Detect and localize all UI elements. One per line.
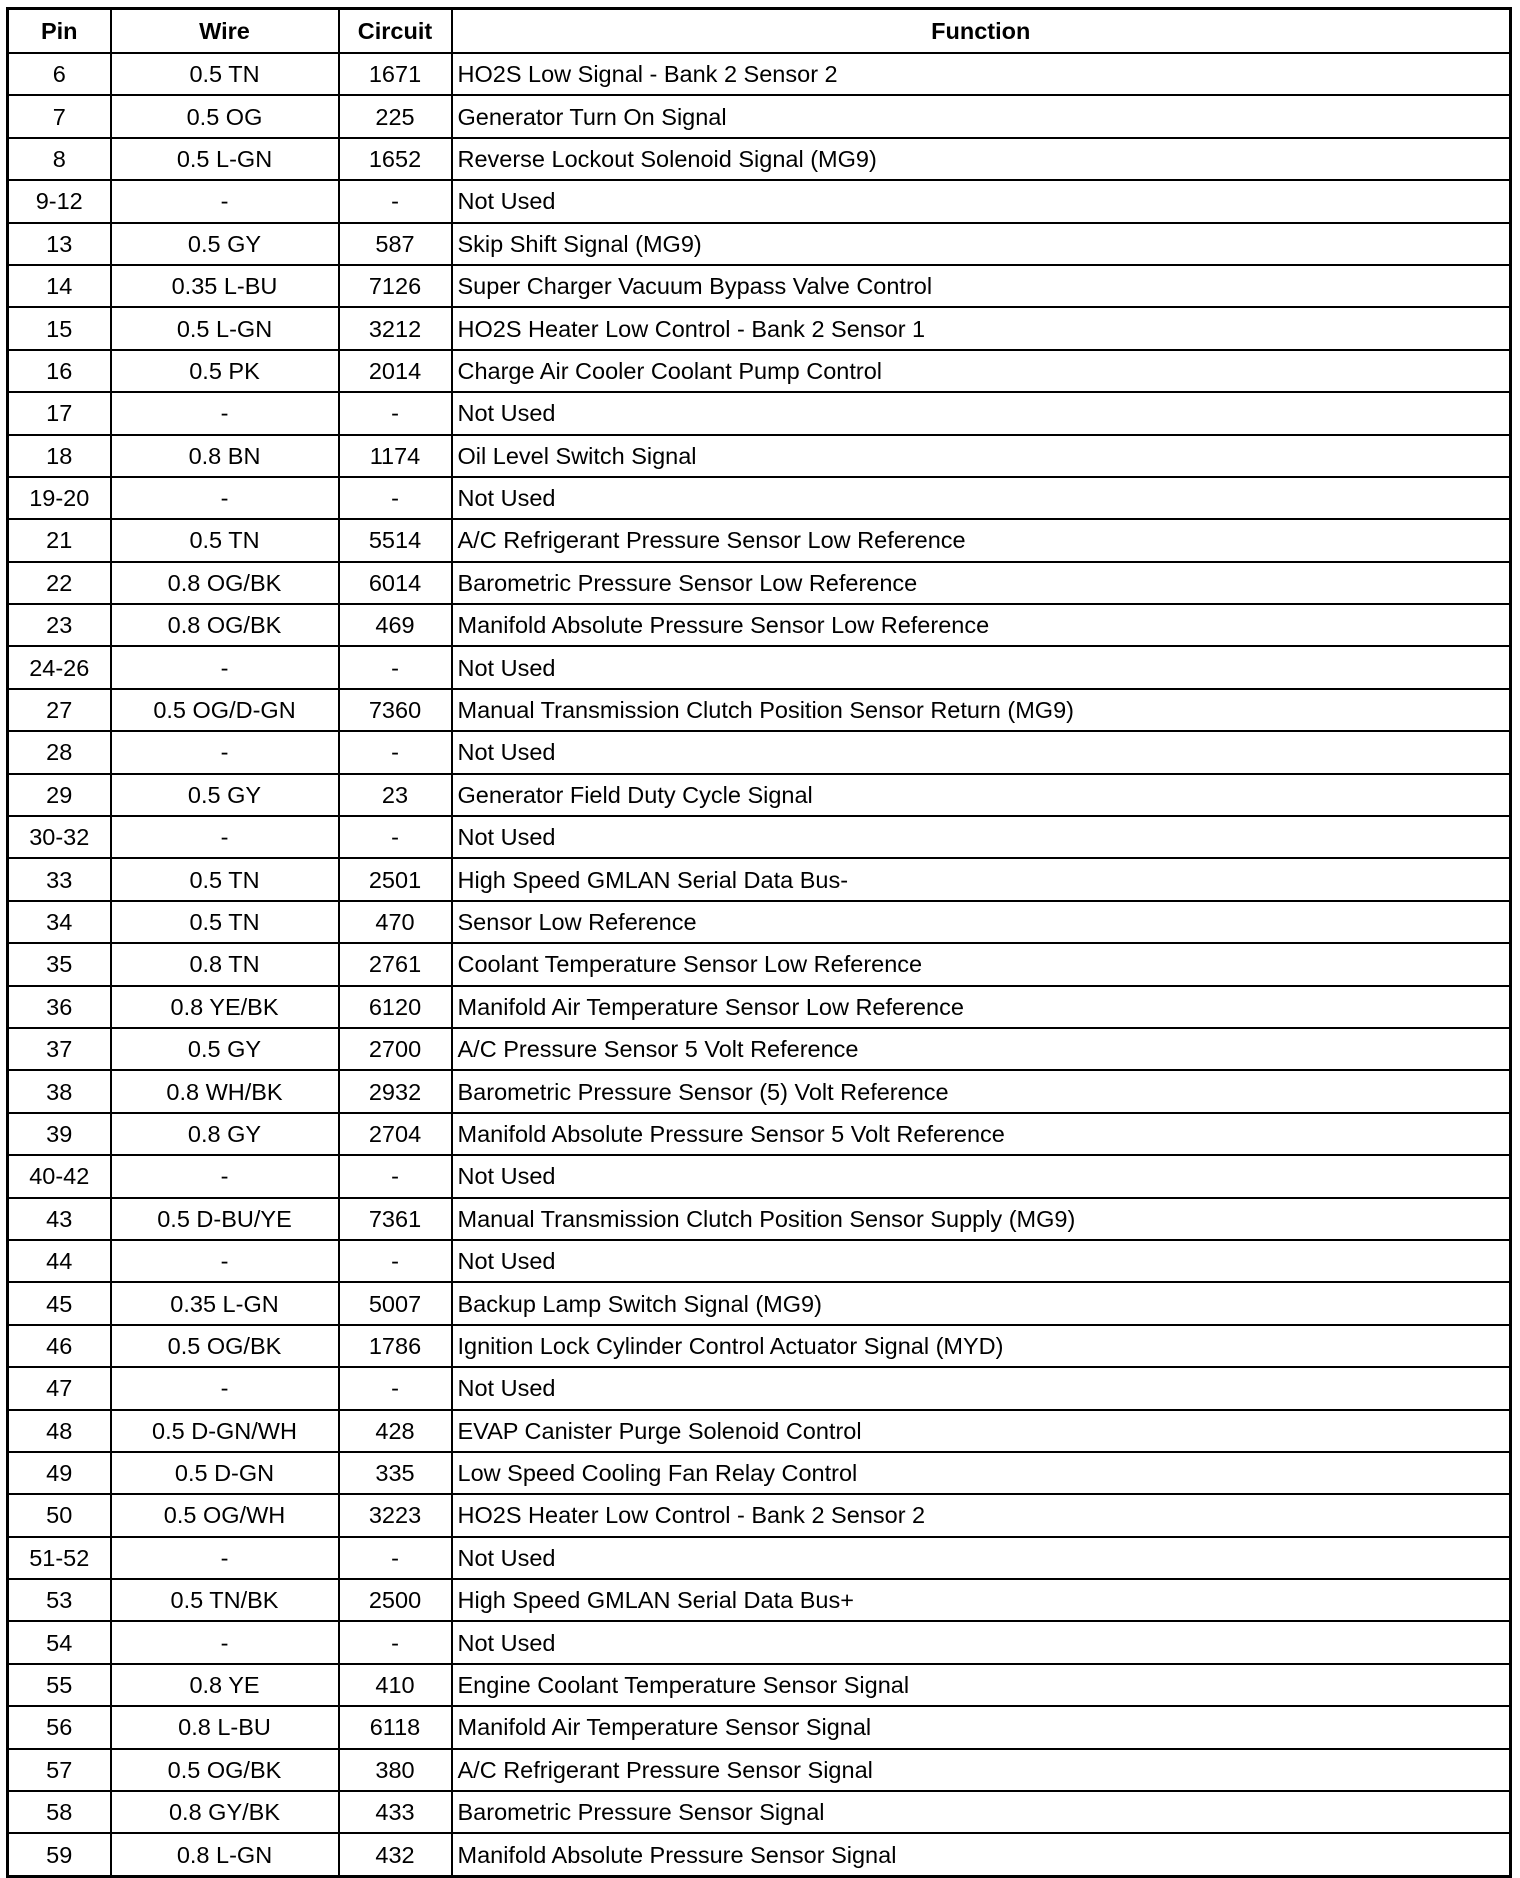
table-row bbox=[8, 986, 1511, 1028]
circuit-cell: 2500 bbox=[339, 1579, 452, 1621]
wire-cell: - bbox=[111, 1155, 339, 1197]
circuit-cell: 7361 bbox=[339, 1198, 452, 1240]
pin-cell: 6 bbox=[8, 53, 111, 95]
function-cell: Manifold Absolute Pressure Sensor 5 Volt Reference bbox=[452, 1113, 1511, 1155]
table-row bbox=[8, 1367, 1511, 1409]
pin-cell: 45 bbox=[8, 1282, 111, 1324]
table-row bbox=[8, 858, 1511, 900]
pin-cell: 36 bbox=[8, 986, 111, 1028]
pin-cell: 19-20 bbox=[8, 477, 111, 519]
wire-cell: 0.5 OG/BK bbox=[111, 1325, 339, 1367]
circuit-cell: - bbox=[339, 1621, 452, 1663]
wire-cell: 0.8 OG/BK bbox=[111, 562, 339, 604]
table-row bbox=[8, 774, 1511, 816]
table-row bbox=[8, 95, 1511, 137]
wire-cell: 0.5 L-GN bbox=[111, 307, 339, 349]
pin-cell: 40-42 bbox=[8, 1155, 111, 1197]
table-row bbox=[8, 731, 1511, 773]
circuit-cell: 2501 bbox=[339, 858, 452, 900]
wire-cell: 0.5 D-BU/YE bbox=[111, 1198, 339, 1240]
table-row bbox=[8, 689, 1511, 731]
circuit-cell: 225 bbox=[339, 95, 452, 137]
pin-cell: 57 bbox=[8, 1749, 111, 1791]
pin-cell: 43 bbox=[8, 1198, 111, 1240]
wire-cell: 0.5 TN bbox=[111, 519, 339, 561]
function-cell: Not Used bbox=[452, 392, 1511, 434]
pin-cell: 15 bbox=[8, 307, 111, 349]
pin-cell: 14 bbox=[8, 265, 111, 307]
header-row bbox=[8, 9, 1511, 54]
circuit-cell: - bbox=[339, 180, 452, 222]
wire-cell: - bbox=[111, 816, 339, 858]
pin-cell: 30-32 bbox=[8, 816, 111, 858]
pin-cell: 13 bbox=[8, 223, 111, 265]
function-cell: Not Used bbox=[452, 1537, 1511, 1579]
table-row bbox=[8, 1282, 1511, 1324]
function-cell: A/C Pressure Sensor 5 Volt Reference bbox=[452, 1028, 1511, 1070]
function-cell: Skip Shift Signal (MG9) bbox=[452, 223, 1511, 265]
table-row bbox=[8, 435, 1511, 477]
function-cell: Charge Air Cooler Coolant Pump Control bbox=[452, 350, 1511, 392]
table-row bbox=[8, 646, 1511, 688]
wire-cell: 0.8 YE/BK bbox=[111, 986, 339, 1028]
pin-cell: 22 bbox=[8, 562, 111, 604]
circuit-cell: 1671 bbox=[339, 53, 452, 95]
pin-cell: 17 bbox=[8, 392, 111, 434]
function-cell: Barometric Pressure Sensor Signal bbox=[452, 1791, 1511, 1833]
function-cell: Generator Turn On Signal bbox=[452, 95, 1511, 137]
circuit-cell: - bbox=[339, 1240, 452, 1282]
header-function: Function bbox=[452, 9, 1511, 54]
table-row bbox=[8, 477, 1511, 519]
circuit-cell: 1174 bbox=[339, 435, 452, 477]
function-cell: Low Speed Cooling Fan Relay Control bbox=[452, 1452, 1511, 1494]
wire-cell: 0.5 OG bbox=[111, 95, 339, 137]
function-cell: Engine Coolant Temperature Sensor Signal bbox=[452, 1664, 1511, 1706]
table-row bbox=[8, 1833, 1511, 1876]
table-row bbox=[8, 1155, 1511, 1197]
function-cell: Backup Lamp Switch Signal (MG9) bbox=[452, 1282, 1511, 1324]
function-cell: Manifold Air Temperature Sensor Signal bbox=[452, 1706, 1511, 1748]
function-cell: A/C Refrigerant Pressure Sensor Low Reference bbox=[452, 519, 1511, 561]
function-cell: Ignition Lock Cylinder Control Actuator Signal (MYD) bbox=[452, 1325, 1511, 1367]
wire-cell: 0.5 GY bbox=[111, 1028, 339, 1070]
circuit-cell: 428 bbox=[339, 1410, 452, 1452]
function-cell: Sensor Low Reference bbox=[452, 901, 1511, 943]
wire-cell: 0.5 OG/BK bbox=[111, 1749, 339, 1791]
wire-cell: - bbox=[111, 1537, 339, 1579]
table-row bbox=[8, 1240, 1511, 1282]
circuit-cell: 6118 bbox=[339, 1706, 452, 1748]
pin-cell: 24-26 bbox=[8, 646, 111, 688]
circuit-cell: 410 bbox=[339, 1664, 452, 1706]
table-row bbox=[8, 53, 1511, 95]
table-body bbox=[8, 53, 1511, 1876]
table-row bbox=[8, 519, 1511, 561]
pin-cell: 49 bbox=[8, 1452, 111, 1494]
pin-cell: 47 bbox=[8, 1367, 111, 1409]
circuit-cell: 7126 bbox=[339, 265, 452, 307]
pin-cell: 35 bbox=[8, 943, 111, 985]
pin-cell: 51-52 bbox=[8, 1537, 111, 1579]
wire-cell: 0.35 L-GN bbox=[111, 1282, 339, 1324]
pin-cell: 46 bbox=[8, 1325, 111, 1367]
wire-cell: 0.5 OG/D-GN bbox=[111, 689, 339, 731]
circuit-cell: - bbox=[339, 392, 452, 434]
table-row bbox=[8, 901, 1511, 943]
circuit-cell: 432 bbox=[339, 1833, 452, 1876]
circuit-cell: 7360 bbox=[339, 689, 452, 731]
circuit-cell: - bbox=[339, 477, 452, 519]
table-row bbox=[8, 1791, 1511, 1833]
table-row bbox=[8, 1749, 1511, 1791]
wire-cell: 0.35 L-BU bbox=[111, 265, 339, 307]
function-cell: Not Used bbox=[452, 1367, 1511, 1409]
circuit-cell: 6014 bbox=[339, 562, 452, 604]
wire-cell: 0.5 GY bbox=[111, 774, 339, 816]
circuit-cell: 2014 bbox=[339, 350, 452, 392]
circuit-cell: 470 bbox=[339, 901, 452, 943]
header-pin: Pin bbox=[8, 9, 111, 54]
function-cell: Manual Transmission Clutch Position Sensor Return (MG9) bbox=[452, 689, 1511, 731]
function-cell: HO2S Heater Low Control - Bank 2 Sensor 2 bbox=[452, 1494, 1511, 1536]
function-cell: EVAP Canister Purge Solenoid Control bbox=[452, 1410, 1511, 1452]
function-cell: Not Used bbox=[452, 1621, 1511, 1663]
pin-cell: 23 bbox=[8, 604, 111, 646]
wire-cell: 0.5 D-GN bbox=[111, 1452, 339, 1494]
table-row bbox=[8, 562, 1511, 604]
function-cell: Generator Field Duty Cycle Signal bbox=[452, 774, 1511, 816]
circuit-cell: 1652 bbox=[339, 138, 452, 180]
wire-cell: 0.8 BN bbox=[111, 435, 339, 477]
wire-cell: 0.5 TN bbox=[111, 53, 339, 95]
function-cell: Not Used bbox=[452, 1240, 1511, 1282]
function-cell: Not Used bbox=[452, 731, 1511, 773]
function-cell: Oil Level Switch Signal bbox=[452, 435, 1511, 477]
wire-cell: 0.5 GY bbox=[111, 223, 339, 265]
table-row bbox=[8, 307, 1511, 349]
wire-cell: 0.5 TN/BK bbox=[111, 1579, 339, 1621]
wire-cell: - bbox=[111, 180, 339, 222]
wire-cell: - bbox=[111, 392, 339, 434]
circuit-cell: 433 bbox=[339, 1791, 452, 1833]
table-row bbox=[8, 1664, 1511, 1706]
wire-cell: 0.8 GY bbox=[111, 1113, 339, 1155]
pin-cell: 53 bbox=[8, 1579, 111, 1621]
function-cell: Manifold Absolute Pressure Sensor Signal bbox=[452, 1833, 1511, 1876]
function-cell: Barometric Pressure Sensor Low Reference bbox=[452, 562, 1511, 604]
table-row bbox=[8, 1494, 1511, 1536]
table-row bbox=[8, 1113, 1511, 1155]
circuit-cell: 2704 bbox=[339, 1113, 452, 1155]
table-row bbox=[8, 392, 1511, 434]
function-cell: Manifold Air Temperature Sensor Low Reference bbox=[452, 986, 1511, 1028]
pin-cell: 27 bbox=[8, 689, 111, 731]
wire-cell: 0.5 TN bbox=[111, 858, 339, 900]
wire-cell: - bbox=[111, 1240, 339, 1282]
pin-cell: 21 bbox=[8, 519, 111, 561]
circuit-cell: - bbox=[339, 731, 452, 773]
table-row bbox=[8, 265, 1511, 307]
pin-cell: 44 bbox=[8, 1240, 111, 1282]
pin-cell: 16 bbox=[8, 350, 111, 392]
wire-cell: 0.8 L-GN bbox=[111, 1833, 339, 1876]
table-row bbox=[8, 1452, 1511, 1494]
wire-cell: 0.8 TN bbox=[111, 943, 339, 985]
circuit-cell: 3212 bbox=[339, 307, 452, 349]
table-row bbox=[8, 350, 1511, 392]
wire-cell: 0.8 WH/BK bbox=[111, 1070, 339, 1112]
function-cell: Super Charger Vacuum Bypass Valve Control bbox=[452, 265, 1511, 307]
pin-cell: 56 bbox=[8, 1706, 111, 1748]
circuit-cell: 335 bbox=[339, 1452, 452, 1494]
table-row bbox=[8, 1537, 1511, 1579]
table-row bbox=[8, 1706, 1511, 1748]
circuit-cell: 3223 bbox=[339, 1494, 452, 1536]
function-cell: Coolant Temperature Sensor Low Reference bbox=[452, 943, 1511, 985]
function-cell: Not Used bbox=[452, 180, 1511, 222]
pin-cell: 18 bbox=[8, 435, 111, 477]
function-cell: Manual Transmission Clutch Position Sensor Supply (MG9) bbox=[452, 1198, 1511, 1240]
pin-cell: 48 bbox=[8, 1410, 111, 1452]
function-cell: Reverse Lockout Solenoid Signal (MG9) bbox=[452, 138, 1511, 180]
circuit-cell: 469 bbox=[339, 604, 452, 646]
table-row bbox=[8, 1325, 1511, 1367]
wire-cell: 0.8 L-BU bbox=[111, 1706, 339, 1748]
wire-cell: 0.5 OG/WH bbox=[111, 1494, 339, 1536]
pin-cell: 54 bbox=[8, 1621, 111, 1663]
table-row bbox=[8, 1070, 1511, 1112]
function-cell: Barometric Pressure Sensor (5) Volt Reference bbox=[452, 1070, 1511, 1112]
circuit-cell: 23 bbox=[339, 774, 452, 816]
wire-cell: - bbox=[111, 477, 339, 519]
table-row bbox=[8, 1028, 1511, 1070]
pin-cell: 9-12 bbox=[8, 180, 111, 222]
wire-cell: 0.5 D-GN/WH bbox=[111, 1410, 339, 1452]
function-cell: Not Used bbox=[452, 1155, 1511, 1197]
pin-cell: 39 bbox=[8, 1113, 111, 1155]
circuit-cell: 2761 bbox=[339, 943, 452, 985]
pin-cell: 55 bbox=[8, 1664, 111, 1706]
wire-cell: - bbox=[111, 731, 339, 773]
circuit-cell: 380 bbox=[339, 1749, 452, 1791]
circuit-cell: 6120 bbox=[339, 986, 452, 1028]
table-row bbox=[8, 223, 1511, 265]
pin-cell: 28 bbox=[8, 731, 111, 773]
pin-cell: 59 bbox=[8, 1833, 111, 1876]
table-row bbox=[8, 604, 1511, 646]
pin-cell: 7 bbox=[8, 95, 111, 137]
wire-cell: - bbox=[111, 1621, 339, 1663]
table-row bbox=[8, 1198, 1511, 1240]
header-circuit: Circuit bbox=[339, 9, 452, 54]
function-cell: High Speed GMLAN Serial Data Bus+ bbox=[452, 1579, 1511, 1621]
circuit-cell: 1786 bbox=[339, 1325, 452, 1367]
circuit-cell: 5514 bbox=[339, 519, 452, 561]
circuit-cell: - bbox=[339, 1155, 452, 1197]
circuit-cell: - bbox=[339, 1537, 452, 1579]
pin-cell: 34 bbox=[8, 901, 111, 943]
wire-cell: 0.5 PK bbox=[111, 350, 339, 392]
function-cell: Not Used bbox=[452, 646, 1511, 688]
wire-cell: 0.5 L-GN bbox=[111, 138, 339, 180]
pin-cell: 58 bbox=[8, 1791, 111, 1833]
function-cell: Manifold Absolute Pressure Sensor Low Reference bbox=[452, 604, 1511, 646]
pin-cell: 29 bbox=[8, 774, 111, 816]
wire-cell: - bbox=[111, 1367, 339, 1409]
header-wire: Wire bbox=[111, 9, 339, 54]
table-row bbox=[8, 943, 1511, 985]
wire-cell: 0.8 OG/BK bbox=[111, 604, 339, 646]
circuit-cell: 5007 bbox=[339, 1282, 452, 1324]
wire-cell: 0.5 TN bbox=[111, 901, 339, 943]
function-cell: High Speed GMLAN Serial Data Bus- bbox=[452, 858, 1511, 900]
circuit-cell: - bbox=[339, 816, 452, 858]
pin-cell: 50 bbox=[8, 1494, 111, 1536]
wire-cell: 0.8 YE bbox=[111, 1664, 339, 1706]
wire-cell: 0.8 GY/BK bbox=[111, 1791, 339, 1833]
circuit-cell: - bbox=[339, 1367, 452, 1409]
pin-cell: 38 bbox=[8, 1070, 111, 1112]
table-row bbox=[8, 816, 1511, 858]
function-cell: Not Used bbox=[452, 816, 1511, 858]
circuit-cell: 587 bbox=[339, 223, 452, 265]
circuit-cell: 2932 bbox=[339, 1070, 452, 1112]
pin-cell: 33 bbox=[8, 858, 111, 900]
function-cell: HO2S Heater Low Control - Bank 2 Sensor 1 bbox=[452, 307, 1511, 349]
circuit-cell: 2700 bbox=[339, 1028, 452, 1070]
function-cell: Not Used bbox=[452, 477, 1511, 519]
function-cell: HO2S Low Signal - Bank 2 Sensor 2 bbox=[452, 53, 1511, 95]
function-cell: A/C Refrigerant Pressure Sensor Signal bbox=[452, 1749, 1511, 1791]
table-row bbox=[8, 1621, 1511, 1663]
connector-pinout-table bbox=[6, 7, 1512, 1878]
wire-cell: - bbox=[111, 646, 339, 688]
table-row bbox=[8, 1410, 1511, 1452]
pin-cell: 37 bbox=[8, 1028, 111, 1070]
table-row bbox=[8, 138, 1511, 180]
circuit-cell: - bbox=[339, 646, 452, 688]
pin-cell: 8 bbox=[8, 138, 111, 180]
table-row bbox=[8, 1579, 1511, 1621]
table-row bbox=[8, 180, 1511, 222]
